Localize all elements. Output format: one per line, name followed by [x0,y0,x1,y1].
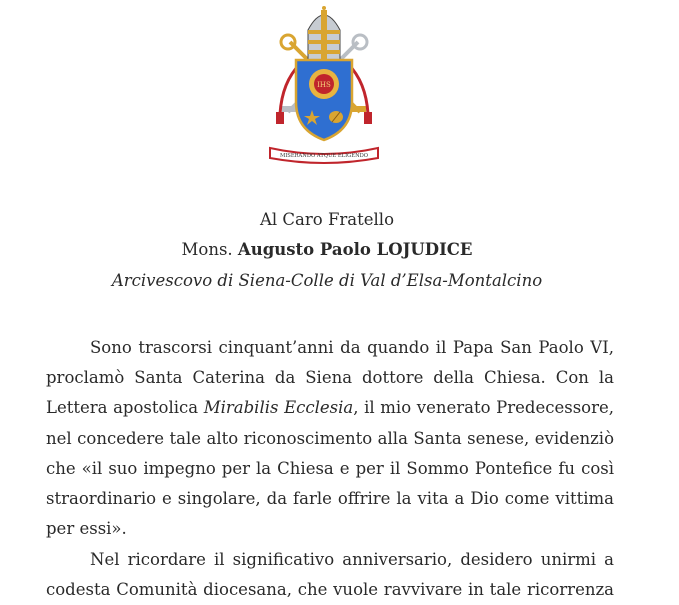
document-title-italic: Mirabilis Ecclesia [203,398,354,418]
body-paragraph-2 [46,545,614,605]
paragraph-line: per essi». [46,519,127,539]
paragraph-line: Sono trascorsi cinquant’anni da quando il Papa San Paolo VI, [90,338,614,357]
recipient-title: Mons. [181,240,233,259]
papal-coat-of-arms [262,2,386,167]
paragraph-text: , il mio venerato Predecessore, [353,398,614,418]
emblem-letters: IHS [317,81,331,89]
paragraph-line: che «il suo impegno per la Chiesa e per il Sommo Pontefice fu così [46,458,614,478]
paragraph-line [46,393,614,423]
motto-scroll [270,148,378,163]
nard-flower-icon [329,111,343,123]
address-role: Arcivescovo di Siena-Colle di Val d’Elsa-Montalcino [111,271,543,290]
paragraph-text: Lettera apostolica [46,398,204,418]
paragraph-line: codesta Comunità diocesana, che vuole ravvivare in tale ricorrenza [46,580,614,600]
mitre-icon [308,6,340,60]
paragraph-line: proclamò Santa Caterina da Siena dottore della Chiesa. Con la [46,368,614,388]
paragraph-line: straordinario e singolare, da farle offrire la vita a Dio come vittima [46,488,614,508]
shield-icon [296,60,352,140]
body-paragraph-1 [46,333,614,544]
address-recipient [0,240,654,260]
paragraph-line: Nel ricordare il significativo anniversario, desidero unirmi a [90,550,614,569]
recipient-name: Augusto Paolo LOJUDICE [237,240,473,259]
motto-text: MISERANDO ATQUE ELIGENDO [279,153,369,159]
paragraph-line: nel concedere tale alto riconoscimento alla Santa senese, evidenziò [46,428,614,448]
sun-emblem-icon [309,69,339,99]
address-greeting: Al Caro Fratello [259,210,395,229]
